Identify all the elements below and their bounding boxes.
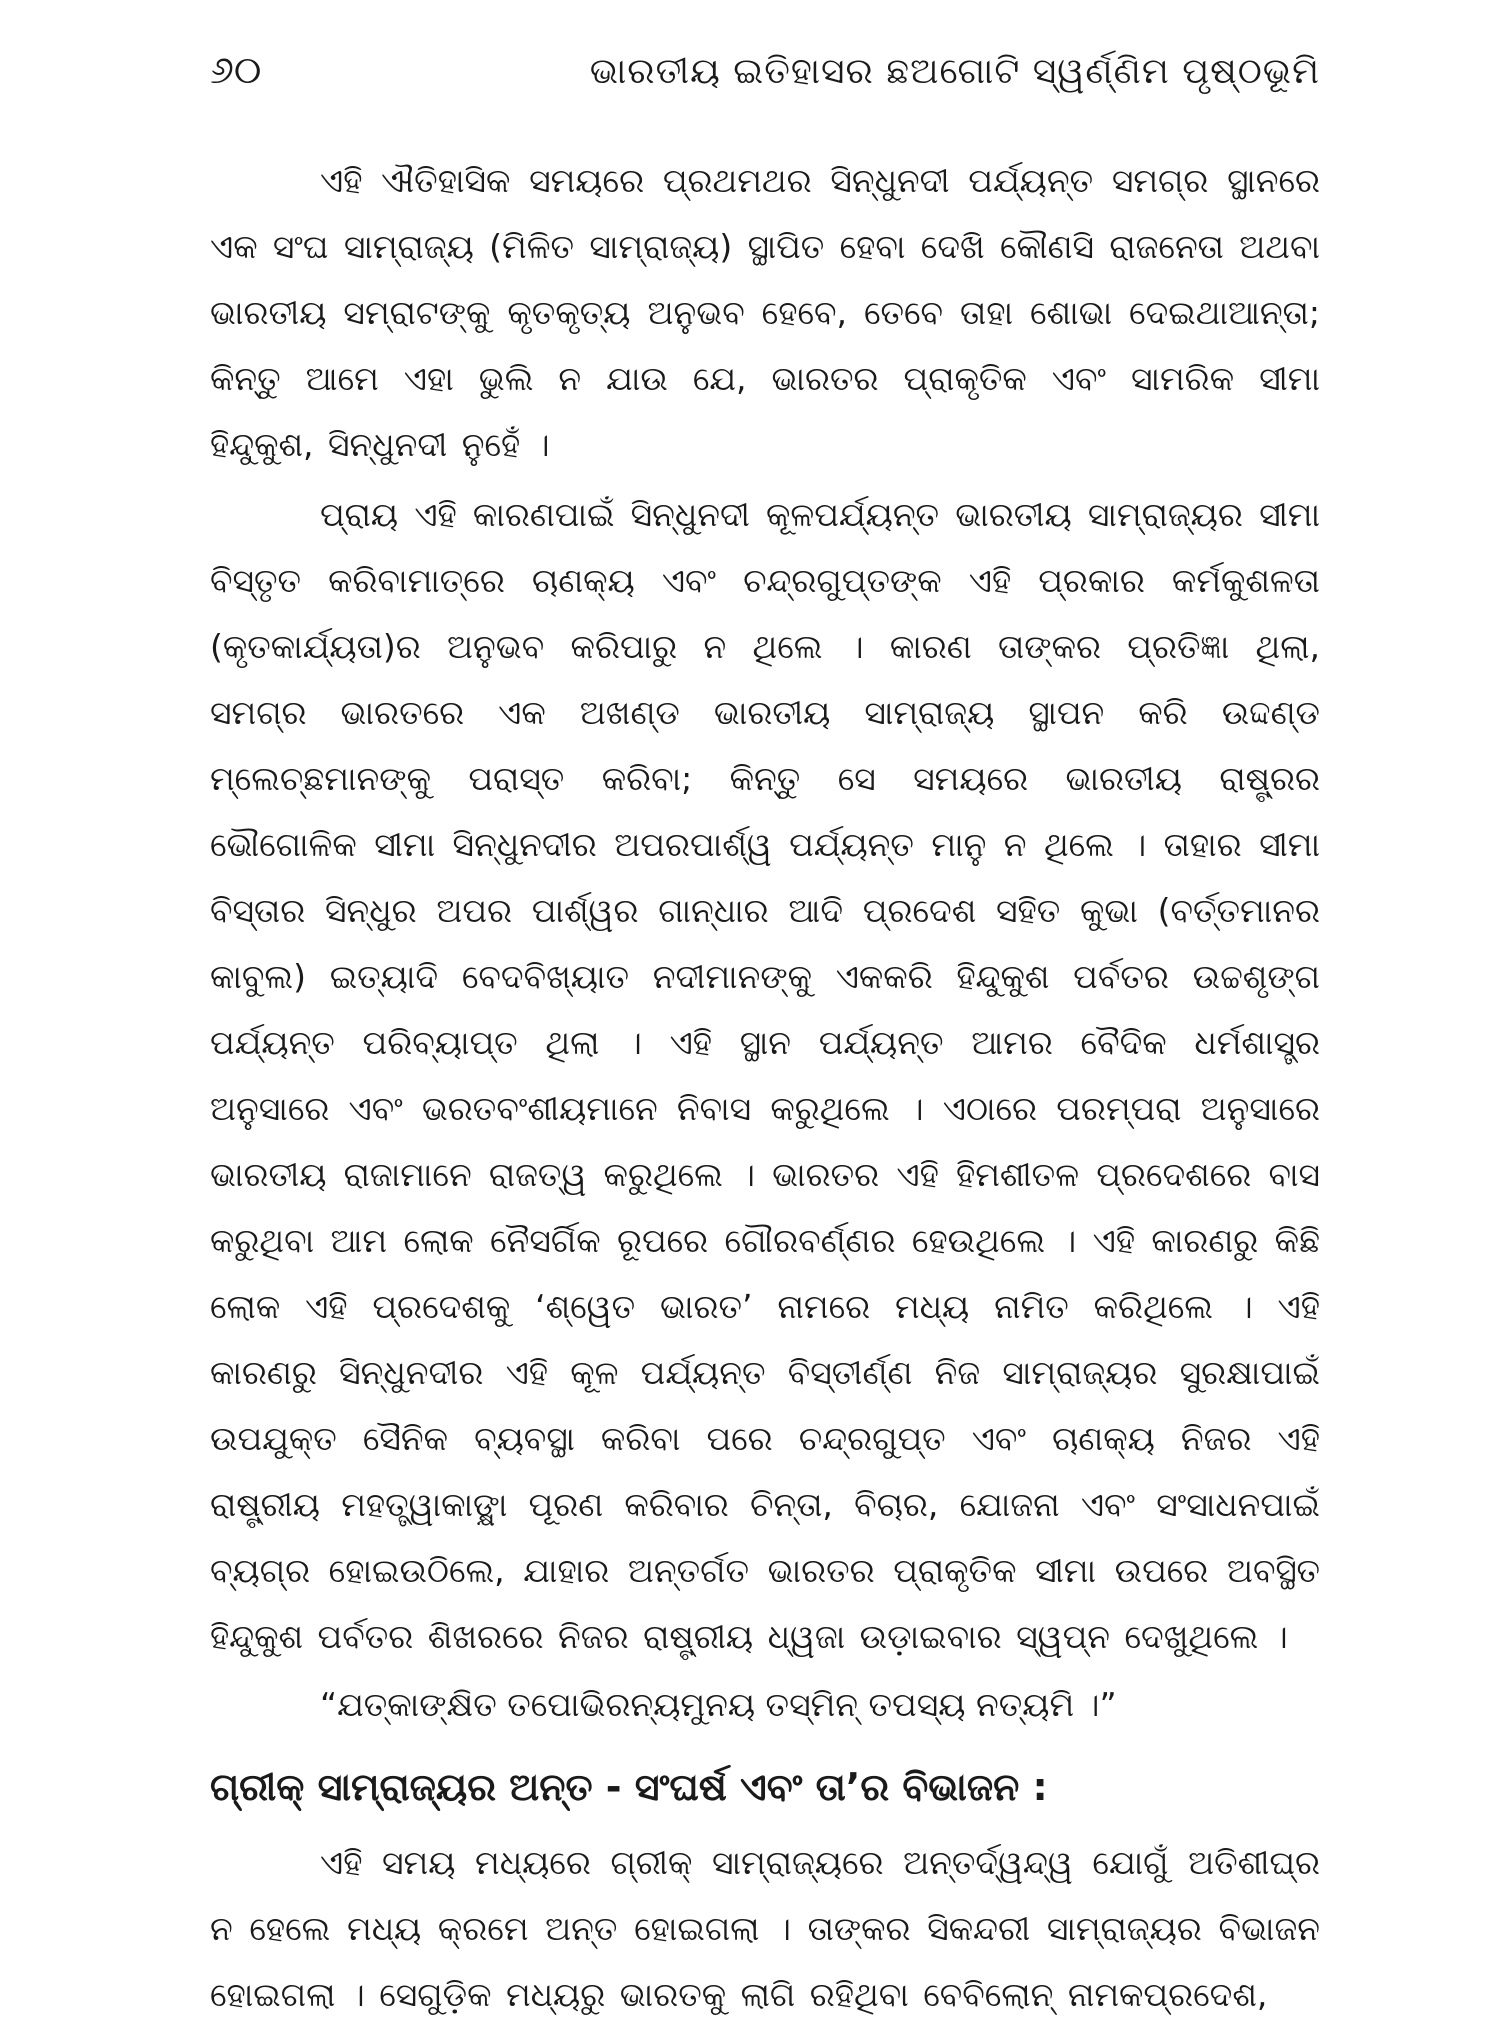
running-title: ଭାରତୀୟ ଇତିହାସର ଛଅଗୋଟି ସ୍ୱର୍ଣ୍ଣିମ ପୃଷ୍ଠଭୂମି [589,51,1320,92]
section-heading: ଗ୍ରୀକ୍ ସାମ୍ରାଜ୍ୟର ଅନ୍ତ - ସଂଘର୍ଷ ଏବଂ ତା’ର ବିଭାଜନ : [210,1765,1048,1809]
running-header [210,40,1320,100]
sanskrit-quote: “ଯତ୍‌କାଙ୍‌କ୍ଷିତ ତପୋଭିରନ୍ୟମୁନୟ ତସ୍ମିନ୍‌ ତପସ୍ୟ ନତ୍ୟମି ।” [320,1685,1117,1724]
book-page [210,40,1320,2028]
page-number: ୬୦ [210,48,262,92]
paragraph: ପ୍ରାୟ ଏହି କାରଣପାଇଁ ସିନ୍ଧୁନଦୀ କୂଳପର୍ଯ୍ୟନ୍ତ ଭାରତୀୟ ସାମ୍ରାଜ୍ୟର ସୀମା ବିସ୍ତୃତ କରିବାମାତ୍ରେ ଚାଣକ୍ୟ ଏବଂ ଚନ୍ଦ୍ରଗୁପ୍ତଙ୍କ ଏହି ପ୍ରକାର କର୍ମକୁଶଳତା (କୃତକାର୍ଯ୍ୟତା)ର ଅନୁଭବ କରିପାରୁ ନ ଥିଲେ । କାରଣ ତାଙ୍କର ପ୍ରତିଜ୍ଞା ଥିଲା, ସମଗ୍ର ଭାରତରେ ଏକ ଅଖଣ୍ଡ ଭାରତୀୟ ସାମ୍ରାଜ୍ୟ ସ୍ଥାପନ କରି ଉଦ୍ଦଣ୍ଡ ମ୍ଲେଚ୍ଛମାନଙ୍କୁ ପରାସ୍ତ କରିବା; କିନ୍ତୁ ସେ ସମୟରେ ଭାରତୀୟ ରାଷ୍ଟ୍ରର ଭୌଗୋଳିକ ସୀମା ସିନ୍ଧୁନଦୀର ଅପରପାର୍ଶ୍ୱ ପର୍ଯ୍ୟନ୍ତ ମାନୁ ନ ଥିଲେ । ତାହାର ସୀମା ବିସ୍ତାର ସିନ୍ଧୁର ଅପର ପାର୍ଶ୍ୱର ଗାନ୍ଧାର ଆଦି ପ୍ରଦେଶ ସହିତ କୁଭା (ବର୍ତ୍ତମାନର କାବୁଲ) ଇତ୍ୟାଦି ବେଦବିଖ୍ୟାତ ନଦୀମାନଙ୍କୁ ଏକକରି ହିନ୍ଦୁକୁଶ ପର୍ବତର ଉଚ୍ଚଶୃଙ୍ଗ ପର୍ଯ୍ୟନ୍ତ ପରିବ୍ୟାପ୍ତ ଥିଲା । ଏହି ସ୍ଥାନ ପର୍ଯ୍ୟନ୍ତ ଆମର ବୈଦିକ ଧର୍ମଶାସ୍ତ୍ର ଅନୁସାରେ ଏବଂ ଭରତବଂଶୀୟମାନେ ନିବାସ କରୁଥିଲେ । ଏଠାରେ ପରମ୍ପରା ଅନୁସାରେ ଭାରତୀୟ ରାଜାମାନେ ରାଜତ୍ୱ କରୁଥିଲେ । ଭାରତର ଏହି ହିମଶୀତଳ ପ୍ରଦେଶରେ ବାସ କରୁଥିବା ଆମ ଲୋକ ନୈସର୍ଗିକ ରୂପରେ ଗୌରବର୍ଣ୍ଣର ହେଉଥିଲେ । ଏହି କାରଣରୁ କିଛି ଲୋକ ଏହି ପ୍ରଦେଶକୁ ‘ଶ୍ୱେତ ଭାରତ’ ନାମରେ ମଧ୍ୟ ନାମିତ କରିଥିଲେ । ଏହି କାରଣରୁ ସିନ୍ଧୁନଦୀର ଏହି କୂଳ ପର୍ଯ୍ୟନ୍ତ ବିସ୍ତୀର୍ଣ୍ଣ ନିଜ ସାମ୍ରାଜ୍ୟର ସୁରକ୍ଷାପାଇଁ ଉପଯୁକ୍ତ ସୈନିକ ବ୍ୟବସ୍ଥା କରିବା ପରେ ଚନ୍ଦ୍ରଗୁପ୍ତ ଏବଂ ଚାଣକ୍ୟ ନିଜର ଏହି ରାଷ୍ଟ୍ରୀୟ ମହତ୍ତ୍ୱାକାଙ୍କ୍ଷା ପୂରଣ କରିବାର ଚିନ୍ତା, ବିଚାର, ଯୋଜନା ଏବଂ ସଂସାଧନପାଇଁ ବ୍ୟଗ୍ର ହୋଇଉଠିଲେ, ଯାହାର ଅନ୍ତର୍ଗତ ଭାରତର ପ୍ରାକୃତିକ ସୀମା ଉପରେ ଅବସ୍ଥିତ ହିନ୍ଦୁକୁଶ ପର୍ବତର ଶିଖରରେ ନିଜର ରାଷ୍ଟ୍ରୀୟ ଧ୍ୱଜା ଉଡ଼ାଇବାର ସ୍ୱପ୍ନ ଦେଖୁଥିଲେ । [210,495,1320,1656]
paragraph: ଏହି ଐତିହାସିକ ସମୟରେ ପ୍ରଥମଥର ସିନ୍ଧୁନଦୀ ପର୍ଯ୍ୟନ୍ତ ସମଗ୍ର ସ୍ଥାନରେ ଏକ ସଂଘ ସାମ୍ରାଜ୍ୟ (ମିଳିତ ସାମ୍ରାଜ୍ୟ) ସ୍ଥାପିତ ହେବା ଦେଖି କୌଣସି ରାଜନେତା ଅଥବା ଭାରତୀୟ ସମ୍ରାଟଙ୍କୁ କୃତକୃତ୍ୟ ଅନୁଭବ ହେବେ, ତେବେ ତାହା ଶୋଭା ଦେଇଥାଆନ୍ତା; କିନ୍ତୁ ଆମେ ଏହା ଭୁଲି ନ ଯାଉ ଯେ, ଭାରତର ପ୍ରାକୃତିକ ଏବଂ ସାମରିକ ସୀମା ହିନ୍ଦୁକୁଶ, ସିନ୍ଧୁନଦୀ ନୁହେଁ । [210,161,1320,464]
paragraph: ଏହି ସମୟ ମଧ୍ୟରେ ଗ୍ରୀକ୍ ସାମ୍ରାଜ୍ୟରେ ଅନ୍ତର୍ଦ୍ୱନ୍ଦ୍ୱ ଯୋଗୁଁ ଅତିଶୀଘ୍ର ନ ହେଲେ ମଧ୍ୟ କ୍ରମେ ଅନ୍ତ ହୋଇଗଲା । ତାଙ୍କର ସିକନ୍ଦରୀ ସାମ୍ରାଜ୍ୟର ବିଭାଜନ ହୋଇଗଲା । ସେଗୁଡ଼ିକ ମଧ୍ୟରୁ ଭାରତକୁ ଲାଗି ରହିଥିବା ବେବିଲୋନ୍ ନାମକପ୍ରଦେଶ, [210,1843,1320,2014]
